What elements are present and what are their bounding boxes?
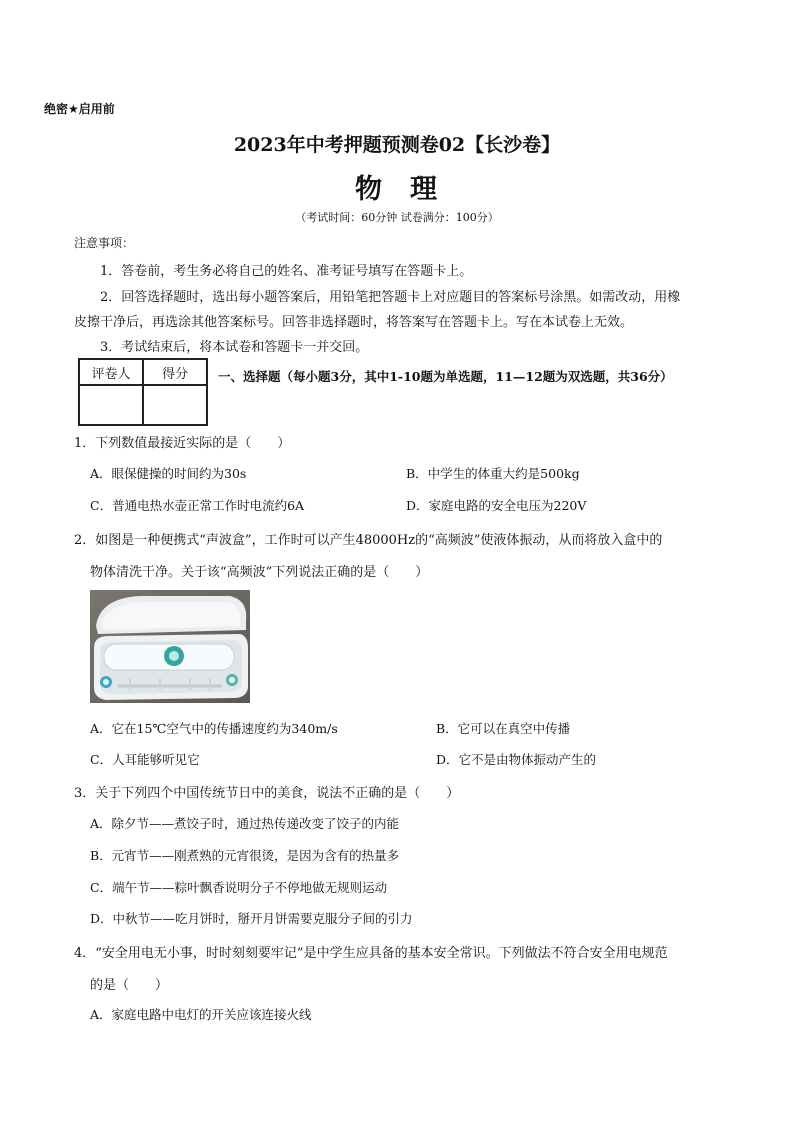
confidential-label: 绝密★启用前 [44,102,115,116]
score-cell [143,385,207,425]
q4-stem-line-1: 4．“安全用电无小事，时时刻刻要牢记”是中学生应具备的基本安全常识。下列做法不符合安全用电规范 [74,946,668,961]
note-item-3: 3．考试结束后，将本试卷和答题卡一并交回。 [100,340,369,355]
q1-option-d: D．家庭电路的安全电压为220V [406,498,587,513]
note-item-2-line-2: 皮擦干净后，再选涂其他答案标号。回答非选择题时，将答案写在答题卡上。写在本试卷上无效。 [74,315,634,330]
q2-option-c: C．人耳能够听见它 [90,752,200,767]
score-header: 得分 [143,359,207,385]
subject-char-2: 理 [410,174,439,205]
q4-option-a: A．家庭电路中电灯的开关应该连接火线 [90,1007,312,1022]
q3-option-a: A．除夕节——煮饺子时，通过热传递改变了饺子的内能 [90,816,400,831]
q3-stem: 3．关于下列四个中国传统节日中的美食，说法不正确的是（ ） [74,786,460,801]
q2-option-d: D．它不是由物体振动产生的 [436,752,597,767]
score-table [78,358,208,426]
grader-cell [79,385,143,425]
exam-info: （考试时间：60分钟 试卷满分：100分） [295,211,499,224]
grader-header: 评卷人 [79,359,143,385]
q2-stem-line-1: 2．如图是一种便携式“声波盒”，工作时可以产生48000Hz的“高频波”使液体振动，从而将放入盒中的 [74,533,663,548]
section-1-heading: 一、选择题（每小题3分，其中1-10题为单选题，11—12题为双选题，共36分） [218,369,673,384]
notes-label: 注意事项： [74,236,135,250]
subject-char-1: 物 [355,174,384,205]
sonic-box-photo [90,590,250,703]
q4-stem-line-2: 的是（ ） [90,978,169,993]
q3-option-c: C．端午节——粽叶飘香说明分子不停地做无规则运动 [90,880,388,895]
q1-option-c: C．普通电热水壶正常工作时电流约6A [90,498,305,513]
q2-option-b: B．它可以在真空中传播 [436,721,571,736]
q2-option-a: A．它在15℃空气中的传播速度约为340m/s [90,721,338,736]
q1-stem: 1．下列数值最接近实际的是（ ） [74,436,291,451]
q1-option-a: A．眼保健操的时间约为30s [90,466,247,481]
exam-title: 2023年中考押题预测卷02【长沙卷】 [233,134,561,156]
q3-option-d: D．中秋节——吃月饼时，掰开月饼需要克服分子间的引力 [90,911,413,926]
q3-option-b: B．元宵节——刚煮熟的元宵很烫，是因为含有的热量多 [90,848,400,863]
q2-stem-line-2: 物体清洗干净。关于该“高频波”下列说法正确的是（ ） [90,565,429,580]
subject-title [0,167,794,206]
note-item-2-line-1: 2．回答选择题时，选出每小题答案后，用铅笔把答题卡上对应题目的答案标号涂黑。如需改动，用橡 [100,290,681,305]
note-item-1: 1．答卷前，考生务必将自己的姓名、准考证号填写在答题卡上。 [100,264,473,279]
q1-option-b: B．中学生的体重大约是500kg [406,466,580,481]
